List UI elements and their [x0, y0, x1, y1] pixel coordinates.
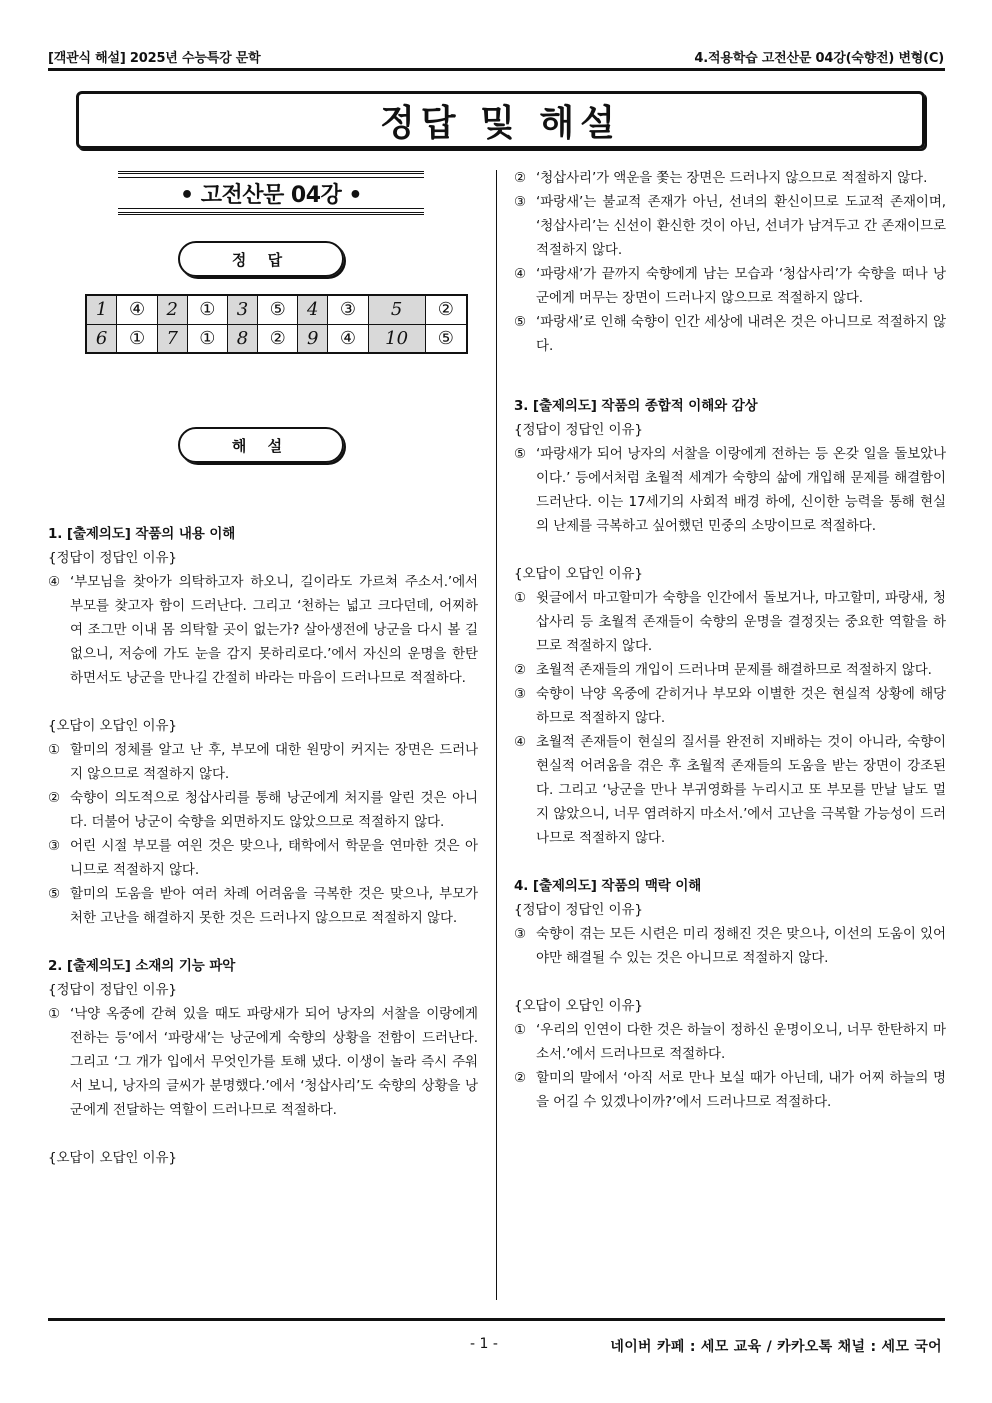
explanation-item [514, 190, 946, 262]
wrong-reason-heading: {오답이 오답인 이유} [48, 1150, 177, 1166]
answer-value: ① [187, 324, 228, 353]
explanation-text: 할미의 정체를 알고 난 후, 부모에 대한 원망이 커지는 장면은 드러나지 않으므로 적절하지 않다. [70, 742, 478, 782]
choice-mark: ① [48, 742, 61, 758]
wrong-reason-heading: {오답이 오답인 이유} [514, 566, 643, 582]
footer-contact: 네이버 카페 : 세모 교육 / 카카오톡 채널 : 세모 국어 [610, 1339, 942, 1355]
explanation-text: ‘파랑새가 되어 낭자의 서찰을 이랑에게 전하는 등 온갖 일을 돌보았나이다.’ 등에서처럼 초월적 세계가 숙향의 삶에 개입해 문제를 해결함이 드러난다. 이는 17세기의 사회적 배경 하에, 신이한 능력을 통해 현실의 난제를 극복하고 싶어했던 민중의 소망이므로 적절하다. [536, 446, 946, 534]
explanation-item [48, 834, 478, 882]
question-1-title: 1. [출제의도] 작품의 내용 이해 [48, 526, 236, 542]
choice-mark: ④ [514, 266, 527, 282]
explanation-item [48, 882, 478, 930]
explanation-text: 초월적 존재들이 현실의 질서를 완전히 지배하는 것이 아니라, 숙향이 현실적 어려움을 겪은 후 초월적 존재들의 도움을 받는 장면이 강조된다. 그리고 ‘낭군을 만나 부귀영화를 누리시고 또 부모를 만날 날도 멀지 않았으니, 너무 염려하지 마소서.’에서 고난을 극복할 가능성이 드러나므로 적절하지 않다. [536, 734, 946, 846]
choice-mark: ④ [48, 574, 61, 590]
explanation-text: 숙향이 겪는 모든 시련은 미리 정해진 것은 맞으나, 이선의 도움이 있어야만 해결될 수 있는 것은 아니므로 적절하지 않다. [536, 926, 946, 966]
question-4-title: 4. [출제의도] 작품의 맥락 이해 [514, 878, 702, 894]
page-title-box [76, 91, 925, 149]
explanation-text: 윗글에서 마고할미가 숙향을 인간에서 돌보거나, 마고할미, 파랑새, 청삽사리 등 초월적 존재들이 숙향의 운명을 결정짓는 중요한 역할을 하므로 적절하지 않다. [536, 590, 946, 654]
answer-number: 7 [157, 324, 187, 353]
answer-number: 9 [298, 324, 328, 353]
left-column [48, 522, 478, 1170]
explanation-item [514, 730, 946, 850]
answer-table [85, 294, 468, 354]
page-title: 정답 및 해설 [380, 102, 621, 144]
choice-mark: ③ [514, 926, 527, 942]
choice-mark: ② [514, 170, 527, 186]
answer-value: ④ [328, 324, 369, 353]
wrong-reason-heading: {오답이 오답인 이유} [48, 718, 177, 734]
explanation-text: 초월적 존재들의 개입이 드러나며 문제를 해결하므로 적절하지 않다. [536, 662, 932, 678]
answer-number: 8 [228, 324, 258, 353]
explanation-text: ‘우리의 인연이 다한 것은 하늘이 정하신 운명이오니, 너무 한탄하지 마소서.’에서 드러나므로 적절하다. [536, 1022, 946, 1062]
header-left: [객관식 해설] 2025년 수능특강 문학 [48, 51, 261, 66]
answer-row [86, 324, 467, 353]
answer-number: 1 [86, 295, 117, 324]
correct-reason-heading: {정답이 정답인 이유} [48, 982, 177, 998]
explanation-text: 숙향이 낙양 옥중에 갇히거나 부모와 이별한 것은 현실적 상황에 해당하므로 적절하지 않다. [536, 686, 946, 726]
lecture-title: • 고전산문 04강 • [118, 171, 424, 215]
answer-value: ② [257, 324, 298, 353]
explanation-text: 어린 시절 부모를 여읜 것은 맞으나, 태학에서 학문을 연마한 것은 아니므로 적절하지 않다. [70, 838, 478, 878]
explanation-text: ‘파랑새’로 인해 숙향이 인간 세상에 내려온 것은 아니므로 적절하지 않다. [536, 314, 946, 354]
answer-label: 정 답 [178, 241, 344, 277]
choice-mark: ② [514, 662, 527, 678]
choice-mark: ① [514, 590, 527, 606]
explanation-item [514, 682, 946, 730]
explanation-text: ‘청삽사리’가 액운을 쫓는 장면은 드러나지 않으므로 적절하지 않다. [536, 170, 928, 186]
answer-number: 10 [368, 324, 425, 353]
answer-value: ④ [117, 295, 158, 324]
explanation-item [514, 166, 946, 190]
answer-value: ⑤ [425, 324, 467, 353]
answer-row [86, 295, 467, 324]
choice-mark: ① [514, 1022, 527, 1038]
answer-number: 3 [228, 295, 258, 324]
explanation-item [514, 262, 946, 310]
correct-reason-heading: {정답이 정답인 이유} [514, 902, 643, 918]
choice-mark: ④ [514, 734, 527, 750]
explanation-item [514, 922, 946, 970]
explanation-text: ‘부모님을 찾아가 의탁하고자 하오니, 길이라도 가르쳐 주소서.’에서 부모를 찾고자 함이 드러난다. 그리고 ‘천하는 넓고 크다던데, 어찌하여 조그만 이내 몸 의탁할 곳이 없는가? 살아생전에 낭군을 다시 볼 길 없으니, 저승에 가도 눈을 감지 못하리로다.’에서 자신의 운명을 한탄하면서도 낭군을 만나길 간절히 바라는 마음이 드러나므로 적절하다. [70, 574, 478, 686]
explanation-text: ‘낙양 옥중에 갇혀 있을 때도 파랑새가 되어 낭자의 서찰을 이랑에게 전하는 등’에서 ‘파랑새’는 낭군에게 숙향의 상황을 전함이 드러난다. 그리고 ‘그 개가 입에서 무엇인가를 토해 냈다. 이생이 놀라 즉시 주워서 보니, 낭자의 글씨가 분명했다.’에서 ‘청삽사리’도 숙향의 상황을 낭군에게 전달하는 역할이 드러나므로 적절하다. [70, 1006, 478, 1118]
explain-label: 해 설 [178, 427, 344, 463]
choice-mark: ③ [48, 838, 61, 854]
explanation-item [48, 786, 478, 834]
answer-number: 4 [298, 295, 328, 324]
explanation-text: ‘파랑새’는 불교적 존재가 아닌, 선녀의 환신이므로 도교적 존재이며, ‘청삽사리’는 신선이 환신한 것이 아닌, 선녀가 남겨두고 간 존재이므로 적절하지 않다. [536, 194, 946, 258]
explanation-item [514, 1018, 946, 1066]
choice-mark: ② [48, 790, 61, 806]
explanation-item [48, 570, 478, 690]
answer-value: ① [187, 295, 228, 324]
explanation-item [48, 1002, 478, 1122]
explanation-item [514, 442, 946, 538]
choice-mark: ① [48, 1006, 61, 1022]
answer-number: 5 [368, 295, 425, 324]
answer-number: 6 [86, 324, 117, 353]
explanation-text: 할미의 도움을 받아 여러 차례 어려움을 극복한 것은 맞으나, 부모가 처한 고난을 해결하지 못한 것은 드러나지 않으므로 적절하지 않다. [70, 886, 478, 926]
explanation-item [514, 586, 946, 658]
choice-mark: ③ [514, 686, 527, 702]
explanation-text: 숙향이 의도적으로 청삽사리를 통해 낭군에게 처지를 알린 것은 아니다. 더불어 낭군이 숙향을 외면하지도 않았으므로 적절하지 않다. [70, 790, 478, 830]
choice-mark: ③ [514, 194, 527, 210]
answer-value: ⑤ [257, 295, 298, 324]
explanation-item [514, 658, 946, 682]
explanation-item [514, 1066, 946, 1114]
right-column [514, 166, 946, 1114]
choice-mark: ⑤ [514, 314, 527, 330]
choice-mark: ⑤ [514, 446, 527, 462]
answer-value: ① [117, 324, 158, 353]
explanation-text: 할미의 말에서 ‘아직 서로 만나 보실 때가 아닌데, 내가 어찌 하늘의 명을 어길 수 있겠나이까?’에서 드러나므로 적절하다. [536, 1070, 946, 1110]
header-rule [48, 68, 945, 71]
page-number: - 1 - [470, 1336, 498, 1352]
column-divider [496, 170, 497, 1300]
wrong-reason-heading: {오답이 오답인 이유} [514, 998, 643, 1014]
question-2-title: 2. [출제의도] 소재의 기능 파악 [48, 958, 236, 974]
explanation-item [514, 310, 946, 358]
question-3-title: 3. [출제의도] 작품의 종합적 이해와 감상 [514, 398, 758, 414]
explanation-item [48, 738, 478, 786]
correct-reason-heading: {정답이 정답인 이유} [48, 550, 177, 566]
answer-number: 2 [157, 295, 187, 324]
choice-mark: ② [514, 1070, 527, 1086]
choice-mark: ⑤ [48, 886, 61, 902]
header-right: 4.적용학습 고전산문 04강(숙향전) 변형(C) [694, 51, 944, 66]
answer-value: ② [425, 295, 467, 324]
answer-value: ③ [328, 295, 369, 324]
correct-reason-heading: {정답이 정답인 이유} [514, 422, 643, 438]
explanation-text: ‘파랑새’가 끝까지 숙향에게 남는 모습과 ‘청삽사리’가 숙향을 떠나 낭군에게 머무는 장면이 드러나지 않으므로 적절하지 않다. [536, 266, 946, 306]
footer-rule [48, 1318, 945, 1321]
